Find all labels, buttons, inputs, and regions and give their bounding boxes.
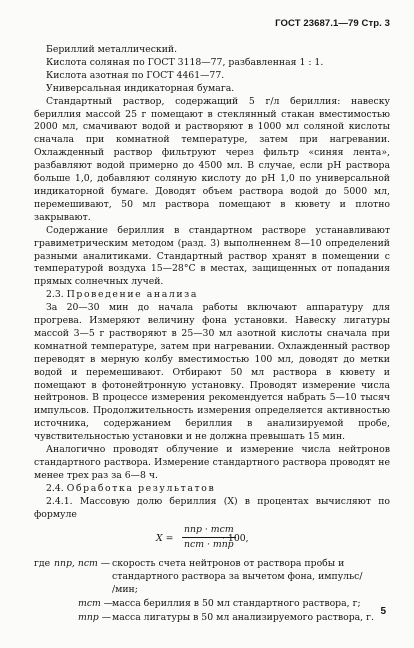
def-n-text: /мин; bbox=[112, 583, 138, 595]
paragraph-beryllium-content: Содержание бериллия в стандартном растворе устанавливают гравиметрическим методом (разд. 3) выполненнем 8—10 определений разными аналитиками. Стандартный раствор хранят в помещении с температурой воздуха 15—28°С в местах, защищенных от попадания прямых солнечных лучей. bbox=[34, 224, 390, 288]
reagent-item: Кислота азотная по ГОСТ 4461—77. bbox=[46, 69, 225, 81]
def-mpr-text: масса лигатуры в 50 мл анализируемого раствора, г. bbox=[112, 611, 374, 623]
paragraph-analysis: За 20—30 мин до начала работы включают аппаратуру для прогрева. Измеряют величину фона установки. Навеску лигатуры массой 3—5 г растворяют в 25—30 мл азотной кислоты сначала при комнатной температуре, затем при нагревании. Охлажденный раствор переводят в мерную колбу вместимостью 100 мл, доводят до метки водой и перемешивают. Отбирают 50 мл раствора в кювету и помещают в фотонейтронную установку. Проводят измерение числа нейтронов. В процессе измерения рекомендуется набрать 5—10 тысяч импульсов. Продолжительность измерения определяется активностью источника, содержанием бериллия в анализируемой пробе, чувствительностью установки и не должна превышать 15 мин. bbox=[34, 302, 390, 443]
section-heading-2-4 bbox=[34, 483, 390, 496]
page-number: 5 bbox=[380, 606, 386, 617]
reagent-item: Универсальная индикаторная бумага. bbox=[46, 82, 235, 94]
document-body bbox=[34, 44, 390, 630]
section-number: 2.4. bbox=[46, 482, 64, 494]
section-number: 2.3. bbox=[46, 289, 64, 301]
def-n-text: стандартного раствора за вычетом фона, импульс/ bbox=[112, 570, 363, 582]
formula bbox=[34, 522, 390, 558]
section-title: Обработка результатов bbox=[66, 482, 216, 494]
reagent-item: Кислота соляная по ГОСТ 3118—77, разбавленная 1 : 1. bbox=[46, 56, 324, 68]
paragraph-analogous: Аналогично проводят облучение и измерение числа нейтронов стандартного раствора. Измерение стандартного раствора проводят не менее трех раз за 6—8 ч. bbox=[34, 444, 390, 481]
reagent-item: Бериллий металлический. bbox=[46, 44, 178, 55]
section-heading-2-3 bbox=[34, 289, 390, 302]
paragraph-mass-fraction: 2.4.1. Массовую долю бериллия (X) в процентах вычисляют по формуле bbox=[34, 495, 390, 520]
formula-denominator: nст · mпр bbox=[184, 539, 234, 551]
paragraph-standard-solution: Стандартный раствор, содержащий 5 г/л бериллия: навеску бериллия массой 25 г помещают в стеклянный стакан вместимостью 2000 мл, смачивают водой и растворяют в 1000 мл соляной кислоты сначала при комнатной температуре, затем при нагревании. Охлажденный раствор фильтруют через фильтр «синяя лента», разбавляют водой примерно до 4500 мл. В случае, если pH раствора больше 1,0, добавляют соляную кислоту до pH 1,0 по универсальной индикаторной бумаге. Доводят объем раствора водой до 5000 мл, перемешивают, 50 мл раствора помещают в кювету и плотно закрывают. bbox=[34, 95, 390, 223]
section-title: Проведение анализа bbox=[66, 289, 198, 301]
def-n-text: скорость счета нейтронов от раствора пробы и bbox=[112, 557, 345, 569]
where-label: где bbox=[34, 557, 51, 569]
def-mst-symbol: mст — bbox=[78, 597, 114, 609]
def-mpr-symbol: mпр — bbox=[78, 611, 112, 623]
def-mst-text: масса бериллия в 50 мл стандартного раствора, г; bbox=[112, 597, 361, 609]
formula-tail: · 100, bbox=[222, 532, 249, 544]
variable-definitions bbox=[34, 558, 390, 630]
page-header: ГОСТ 23687.1—79 Стр. 3 bbox=[275, 18, 390, 29]
formula-numerator: nпр · mст bbox=[182, 524, 236, 539]
formula-lhs: X = bbox=[156, 532, 174, 544]
def-n-symbols: nпр, nст — bbox=[54, 557, 111, 569]
